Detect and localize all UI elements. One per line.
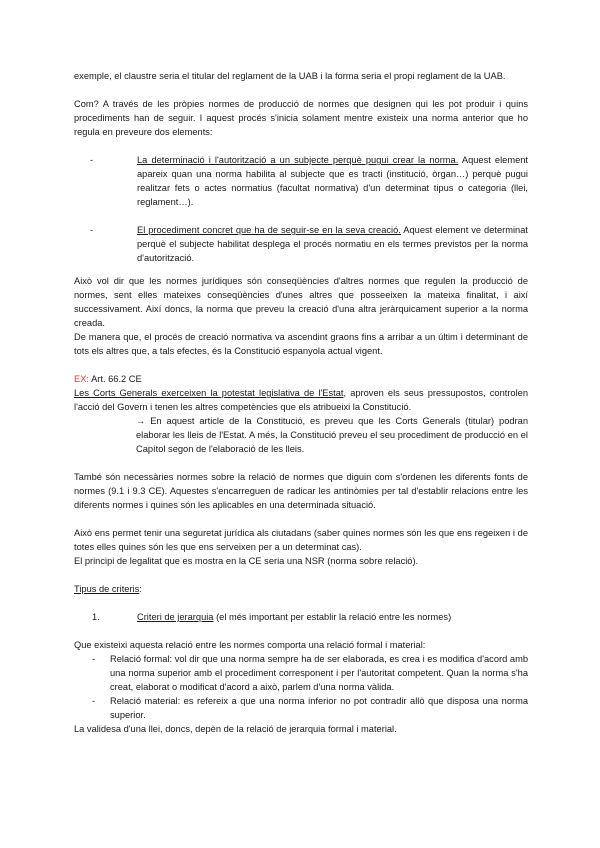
item-number: 1. — [92, 612, 100, 622]
element-list — [74, 223, 528, 265]
relation-list — [74, 652, 528, 722]
list-item — [74, 153, 528, 209]
item-text: Aquest element ve determinat perquè el subjecte habilitat desplega el procés normatiu en els termes previstos per la norma d'autorització. — [137, 225, 528, 263]
paragraph: Això vol dir que les normes jurídiques són conseqüències d'altres normes que regulen la producció de normes, sent elles mateixes conseqüències d'unes altres que posseeixen la mateixa finalitat, i així successivament. Així doncs, la norma que preveu la creació d'una altra jeràrquicament superior a la norma creada. — [74, 276, 528, 328]
criteria-heading: Tipus de criteris — [74, 584, 140, 594]
list-marker: - — [92, 654, 96, 664]
paragraph: Això ens permet tenir una seguretat jurídica als ciutadans (saber quines normes són les que ens regeixen i de totes elles quines són les que ens serveixen per a un determinat cas). — [74, 528, 528, 552]
paragraph: També són necessàries normes sobre la relació de normes que diguin com s'ordenen les diferents fonts de normes (9.1 i 9.3 CE). Aquestes s'encarreguen de radicar les antinòmies per tal d'establir relacions entre les diferents normes i quines són les aplicables en una determinada situació. — [74, 472, 528, 510]
example-quote — [74, 386, 528, 414]
list-marker: - — [92, 696, 96, 706]
example-note: → En aquest article de la Constitució, es preveu que les Corts Generals (titular) podran elaborar les lleis de l'Estat. A més, la Constitució preveu el seu procediment de producció en el Capítol segon de l'elaboració de les lleis. — [136, 416, 528, 454]
item-text: Aquest element apareix quan una norma habilita al subjecte que es tracti (institució, òrgan…) perquè pugui realitzar fets o actes normatius (facultat normativa) d'un determinat tipus o categoria (llei, reglament…). — [137, 155, 528, 207]
list-item — [74, 694, 528, 722]
paragraph: El principi de legalitat que es mostra en la CE seria una NSR (norma sobre relació). — [74, 556, 419, 566]
quote-text: , aproven els seus pressupostos, controlen l'acció del Govern i tenen les altres competències que els atribueixi la Constitució. — [74, 388, 528, 412]
paragraph: Que existeixi aquesta relació entre les normes comporta una relació formal i material: — [74, 640, 426, 650]
underlined-term: Criteri de jerarquia — [137, 612, 214, 622]
document-page — [74, 69, 528, 736]
example-heading — [74, 372, 528, 386]
underlined-term: El procediment concret que ha de seguir-se en la seva creació. — [137, 225, 401, 235]
paragraph: exemple, el claustre seria el titular del reglament de la UAB i la forma seria el propi reglament de la UAB. — [74, 71, 506, 81]
section-heading — [74, 582, 528, 596]
underlined-quote: Les Corts Generals exerceixen la potestat legislativa de l'Estat — [74, 388, 344, 398]
item-text: Relació formal: vol dir que una norma sempre ha de ser elaborada, es crea i es modifica d'acord amb una norma superior amb el procediment corresponent i per l'autoritat competent. Quan la norma s'ha creat, elaborat o modificat d'acord a això, parlem d'una norma vàlida. — [110, 654, 528, 692]
list-marker: - — [90, 225, 94, 235]
list-marker: - — [90, 155, 94, 165]
list-item — [74, 652, 528, 694]
underlined-term: La determinació i l'autorització a un subjecte perquè pugui crear la norma. — [137, 155, 459, 165]
item-text: (el més important per establir la relació entre les normes) — [213, 612, 452, 622]
item-text: Relació material: es refereix a que una norma inferior no pot contradir allò que disposa una norma superior. — [110, 696, 528, 720]
paragraph: La validesa d'una llei, doncs, depèn de la relació de jerarquia formal i material. — [74, 724, 397, 734]
element-list — [74, 153, 528, 209]
heading-colon: : — [139, 584, 142, 594]
example-label: EX: — [74, 374, 89, 384]
paragraph: De manera que, el procés de creació normativa va ascendint graons fins a arribar a un últim i determinant de tots els altres que, a tals efectes, és la Constitució espanyola actual vigent. — [74, 332, 528, 356]
list-item — [74, 223, 528, 265]
paragraph: Com? A través de les pròpies normes de producció de normes que designen qui les pot produir i quins procediments han de seguir. I aquest procés s'inicia solament mentre existeix una norma anterior que ho regula en preveure dos elements: — [74, 99, 528, 137]
example-ref: Art. 66.2 CE — [89, 374, 142, 384]
numbered-item — [74, 610, 528, 624]
